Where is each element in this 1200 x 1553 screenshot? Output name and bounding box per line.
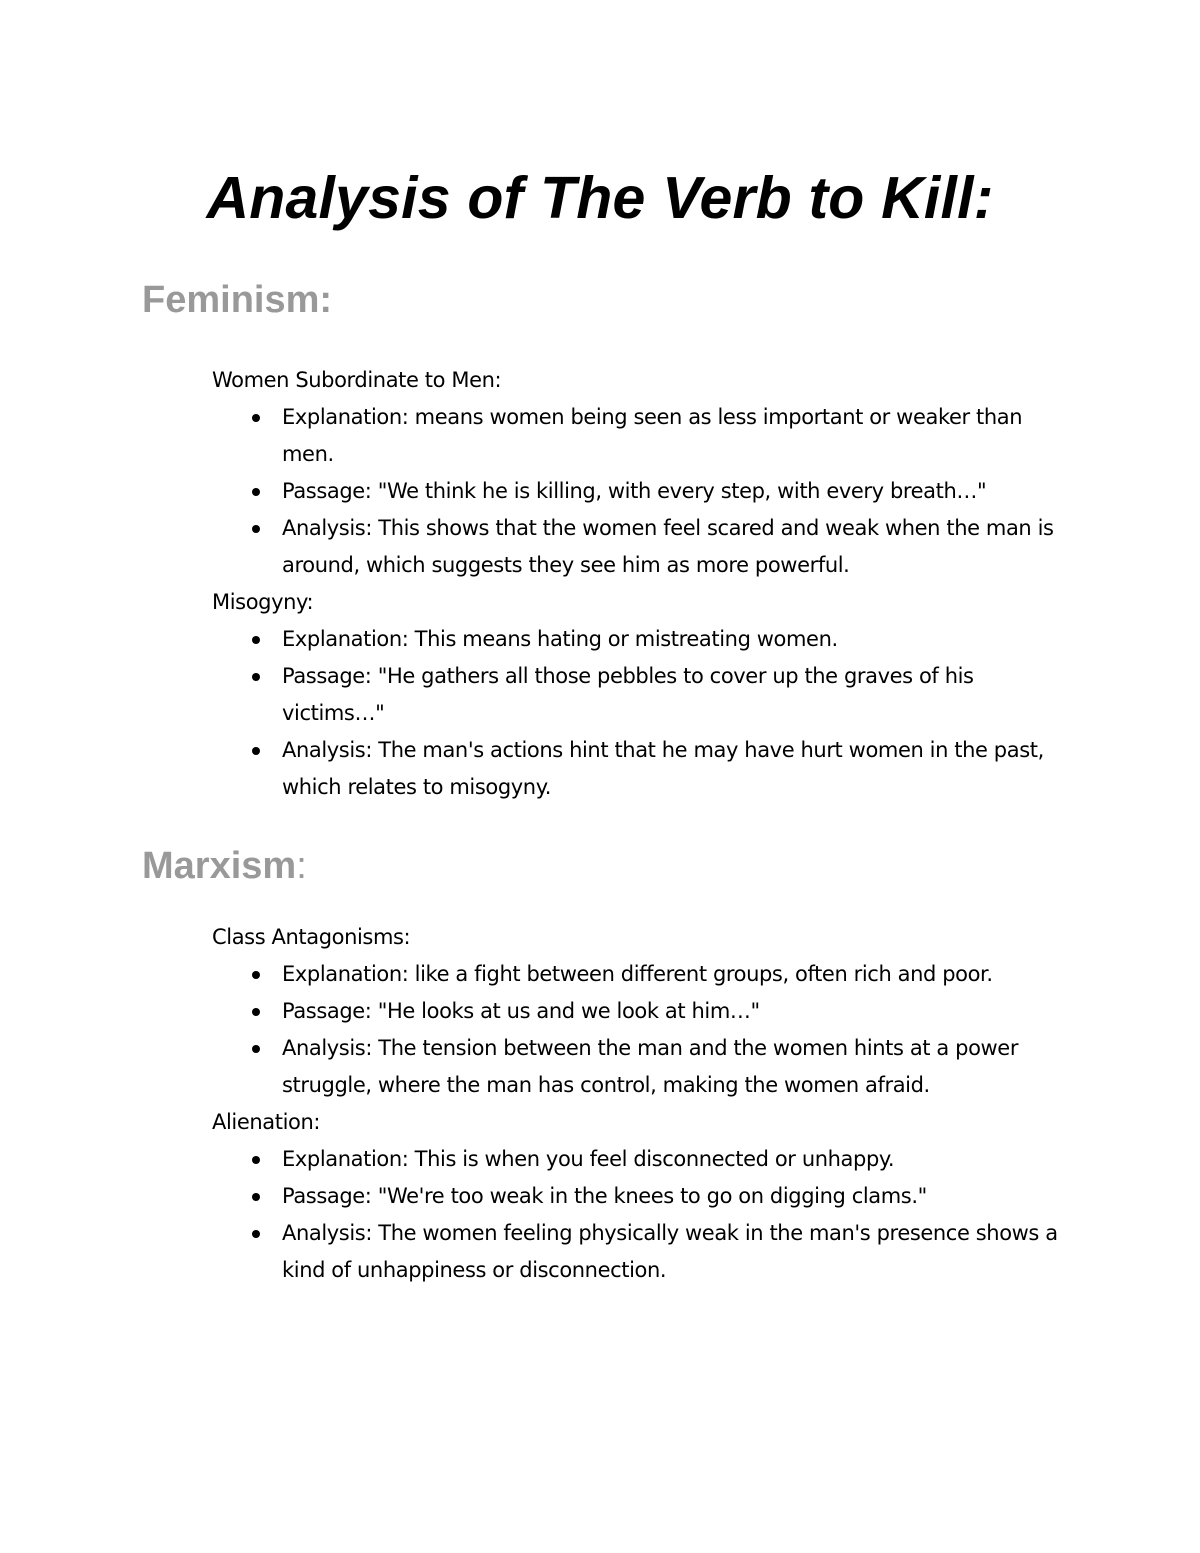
bullet-text: Passage: "We're too weak in the knees to go on digging clams." [282,1184,927,1208]
section-heading-marxism [142,844,307,888]
bullet-item [212,1030,1072,1104]
bullet-dot [252,488,260,496]
bullet-dot [252,1193,260,1201]
bullet-item [212,1178,1072,1215]
subheading-misogyny: Misogyny: [212,590,314,614]
bullet-text: Passage: "He gathers all those pebbles to cover up the graves of his victims…" [282,664,974,725]
section-body-marxism [212,919,1072,1289]
bullet-dot [252,414,260,422]
bullet-text: Analysis: This shows that the women feel scared and weak when the man is around, which suggests they see him as more powerful. [282,516,1054,577]
bullet-item [212,1215,1072,1289]
bullet-text: Analysis: The women feeling physically weak in the man's presence shows a kind of unhappiness or disconnection. [282,1221,1058,1282]
bullet-dot [252,673,260,681]
document-title: Analysis of The Verb to Kill: [206,165,994,231]
section-body-feminism [212,362,1072,806]
bullet-item [212,1141,1072,1178]
bullet-text: Passage: "We think he is killing, with every step, with every breath…" [282,479,987,503]
section-heading-text: Marxism [142,845,297,887]
section-heading-colon: : [319,279,333,321]
bullet-item [212,956,1072,993]
section-heading-colon: : [296,845,307,887]
bullet-dot [252,747,260,755]
bullet-list [212,621,1072,806]
bullet-item [212,473,1072,510]
subheading-women-subordinate: Women Subordinate to Men: [212,368,502,392]
bullet-item [212,621,1072,658]
bullet-item [212,510,1072,584]
bullet-text: Explanation: means women being seen as less important or weaker than men. [282,405,1023,466]
bullet-list [212,399,1072,584]
bullet-item [212,658,1072,732]
bullet-text: Analysis: The tension between the man and the women hints at a power struggle, where the man has control, making the women afraid. [282,1036,1019,1097]
bullet-text: Explanation: like a fight between different groups, often rich and poor. [282,962,993,986]
bullet-dot [252,636,260,644]
section-heading-text: Feminism [142,279,320,321]
bullet-text: Explanation: This is when you feel disconnected or unhappy. [282,1147,895,1171]
bullet-text: Analysis: The man's actions hint that he may have hurt women in the past, which relates to misogyny. [282,738,1044,799]
bullet-text: Passage: "He looks at us and we look at him…" [282,999,760,1023]
bullet-dot [252,1230,260,1238]
bullet-list [212,1141,1072,1289]
bullet-item [212,399,1072,473]
bullet-dot [252,1008,260,1016]
bullet-text: Explanation: This means hating or mistreating women. [282,627,838,651]
bullet-dot [252,1156,260,1164]
bullet-dot [252,1045,260,1053]
subheading-class-antagonisms: Class Antagonisms: [212,925,411,949]
bullet-item [212,993,1072,1030]
bullet-item [212,732,1072,806]
bullet-dot [252,525,260,533]
bullet-list [212,956,1072,1104]
bullet-dot [252,971,260,979]
subheading-alienation: Alienation: [212,1110,321,1134]
section-heading-feminism [142,278,332,322]
